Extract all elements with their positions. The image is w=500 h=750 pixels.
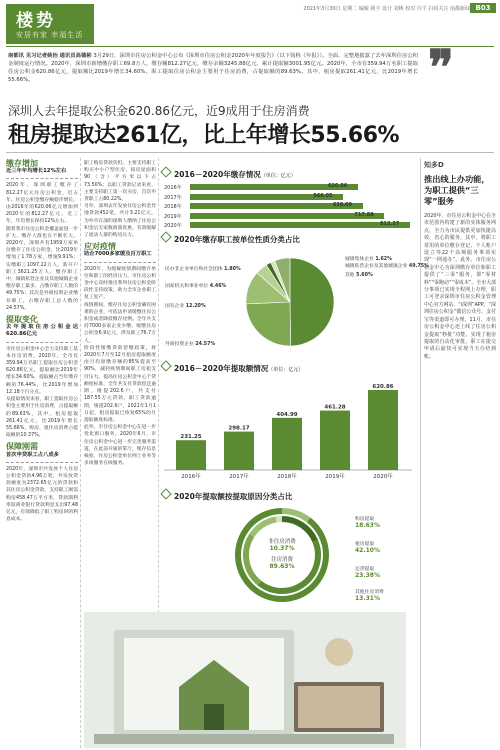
divider	[6, 462, 78, 463]
column-label: 2018年	[277, 474, 297, 480]
donut-legend-item: 购房提取 18.63%	[355, 517, 380, 529]
section-subheading: 首次申贷职工占八成多	[6, 451, 59, 458]
sidebar-body: 2020年，市住房公积金中心在全市范围内构建了新的实体服务网点，全力为市民提供更加快捷高效、省心的服务，其中，将职工常用的单位缴存登记、个人账户设立等22个高频服务事项实现“一网通办”。此外，市住房公积金中心为深圳缴存单位和职工提供了“三零”服务，即“零材料”“零跑动”“零成本”。全市大部分事项已实现全程网上办理，职工可登录深圳市住房公积金管理中心官方网站、“i深圳”APP、“深圳住房公积金”微信公众号、支付宝等渠道即可办理。11月，市住房公积金中心还上线了住房公积金提取“秒批”功能，实现了租房提取的自动化审批，职工在提交申请后最快可实现当天办结到账。	[424, 213, 497, 360]
bar-row	[164, 192, 410, 201]
donut-legend-item: 还贷提取 23.38%	[355, 567, 380, 579]
bar-value: 812.27	[380, 221, 400, 227]
paragraph: 2020年，为缓解疫情期间缴存单位和职工的经济压力，市住房公积金中心及时推出系列住房公积金阶段性支持政策，助力全市企业职工复工复产。	[84, 266, 156, 301]
employer-pie-chart	[240, 252, 340, 352]
section-logo	[6, 4, 94, 44]
paragraph: 此外，市住房公积金中心在进一步优化窗口服务，2020年6月，市住房公积金中心进一步完善服务渠道，在此前开通的掌厅，缓存信息核验、住房公积金单位网上业务等多项服务在线服务。	[84, 425, 156, 467]
bar-row	[164, 183, 410, 191]
column-value: 231.25	[180, 434, 202, 441]
withdrawal-column-chart	[162, 375, 416, 485]
article-column-2	[84, 160, 156, 467]
kicker-headline: 深圳人去年提取公积金620.86亿元，近9成用于住房消费	[8, 104, 310, 118]
main-headline: 租房提取达261亿，比上年增长55.66%	[8, 123, 400, 148]
donut-center-value: 89.63%	[269, 563, 295, 570]
column-bar	[368, 390, 398, 470]
paragraph: 随着我市住房公积金覆盖面进一步扩大，缴存人群也在不断壮大。2020年，深圳共有1959万家单位缴存了住房公积金，比2019年增加了1.78万家，增速9.91%；实缴职工1097.22万人，新开户职工3621.25万人，缴存职工中，城镇私营企业及其他城镇企业缴存职工最多，占缴存职工人数的49.75%；其次是外商投资企业缴存职工，占缴存职工总人数的24.57%。	[6, 226, 78, 311]
lead-byline: 南都讯 见习记者姚怡 通讯员高德彬	[8, 53, 92, 59]
pie-label: 其他 5.60%	[345, 273, 373, 278]
column-divider	[420, 158, 421, 748]
headline-rule	[6, 152, 494, 153]
section-subtitle: 安居有家 幸福生活	[16, 31, 84, 39]
column-bar	[176, 440, 206, 470]
column-label: 2017年	[229, 474, 249, 480]
column-divider	[80, 158, 81, 748]
paragraph: 从提取情况来看，职工提取住房公积金主要用于住房消费，占提取额的89.63%，其中，租房提取261.41亿元，比2019年增长55.66%，购房、租住房消费占提取额的10.37%。	[6, 397, 78, 439]
bar-value: 566.05	[313, 192, 333, 199]
divider	[6, 178, 78, 179]
bar-value: 620.06	[327, 183, 348, 189]
withdrawal-reason-chart	[222, 505, 342, 605]
section-subheading: 去年提取住房公积金达620.86亿元	[6, 324, 78, 338]
divider	[84, 262, 156, 263]
column-bar	[224, 432, 254, 470]
header-rule	[6, 46, 494, 47]
bar-row	[164, 221, 410, 229]
section-subheading: 近三年年均增长12%左右	[6, 168, 67, 175]
donut-segment	[238, 511, 326, 599]
column-label: 2020年	[373, 474, 393, 480]
lead-text: 3月29日，深圳市住房公积金中心公布《深圳市住房公积金2020年年度报告》（以下简称《年报》）。全面、完整地披露了去年深圳住房公积金制度运行情况。2020年，深圳市新增缴存职工69.8万人，缴存额812.27亿元，缴存余额3245.88亿元，累计提取额3001.95亿元。2020年，全市有359.94万名职工提取住房公积金620.86亿元，提取额比2019年增长34.60%。职工提取住房公积金主要用于住房消费，占提取额的89.63%。其中，租房提取261.41亿元，比2019年增长55.66%。	[8, 53, 418, 83]
paragraph: 职工购房贷款负担。主要支持职工购买中小户型住房，按房屋面积90（含）平方米以下占73.50%；以职工贷款记录来看，主要支持职工第一次买房，首次申贷职工占80.22%。	[84, 161, 156, 203]
pie-label: 国家机关和事业单位 4.46%	[165, 284, 227, 289]
donut-center-label: 住房消费	[270, 557, 294, 563]
column-value: 461.28	[324, 404, 346, 411]
chart-title: 2016－2020年缴存情况（单位：亿元）	[162, 168, 296, 180]
sidebar-tag: 知多D	[424, 161, 444, 169]
bar	[190, 222, 410, 228]
column-value: 620.86	[372, 384, 394, 390]
bar-row	[164, 202, 410, 210]
pie-label: 国有企业 12.20%	[165, 304, 206, 309]
column-bar	[272, 418, 302, 470]
donut-legend-item: 租房提取 42.10%	[355, 542, 380, 554]
column-value: 404.99	[276, 411, 298, 418]
illustration-image	[84, 612, 406, 748]
pie-slice	[246, 302, 291, 346]
pie-label: 民办非企业单位和社会团体 1.80%	[165, 267, 241, 272]
pie-label: 城镇集体企业 1.62%	[345, 257, 392, 262]
bar-label: 2018年	[164, 204, 182, 210]
pie-label: 外商投资企业 24.57%	[165, 342, 216, 347]
paragraph: 2020年，深圳市共发放个人住房公积金贷款4.96万笔，共发放贷款额度为2372.65亿元的贷款和其住房公积金贷款，支持职工刚需购房458.47万平方米，贷款期利率较商业银行贷款利息支出97.48亿元，有效降低了职工购房时的利息成本。	[6, 466, 78, 523]
bar-row	[164, 211, 410, 220]
paragraph: 市住房公积金中心全力支持职工基本住房消费，2020年，全市有359.94万名职工提取住房公积金620.86亿元，提取额比2019年增长34.60%，提取额占当年缴存额的76.44%，比2019年增加12.18个百分点。	[6, 346, 78, 395]
bar-value: 717.88	[354, 211, 374, 218]
paragraph: 2020年，深圳职工缴存了812.27亿元住房公积金，近五年，住房公积金缴存额稳步增长，由2016年的620.06亿元增加到2020年的812.27亿元，近三年，年均增长保持12%左右。	[6, 183, 78, 225]
section-heading: 缴存增加	[6, 159, 38, 168]
page-number: B03	[470, 3, 496, 13]
article-column-1	[6, 160, 78, 523]
pie-label: 城镇私营企业及其他城镇企业 49.75%	[345, 264, 429, 269]
section-title: 楼势	[16, 11, 56, 31]
bar-label: 2019年	[164, 213, 182, 220]
sidebar-box	[424, 160, 496, 361]
column-label: 2019年	[325, 474, 345, 480]
donut-center-value: 10.37%	[269, 545, 295, 552]
quote-mark-icon: ❞	[428, 40, 454, 96]
donut-center-label: 非住房消费	[268, 539, 296, 545]
donut-segment	[246, 536, 260, 584]
bar-value: 638.09	[332, 202, 353, 208]
divider	[6, 342, 78, 343]
section-heading: 保障刚需	[6, 442, 38, 452]
paragraph: 阶段性缓缴贷款偿缴政策，将2020年7月至12月租房提取额度由月均原缴存额的85%提高至90%，减轻疫情期间职工房租支付压力。提高住房公积金中心个贷额度标准，全年共支付贷款偿还逾期，缓提202.6户，共支付187.55万元贷款，职工贷款逾期，缓提202.6户，2021年1月1日起，租房提取已恢复65%的月提取额度标准。	[84, 345, 156, 423]
column-bar	[320, 411, 350, 470]
page-meta: 2021年3月30日 星期二 编辑 姚宇 设计 刘梅 校对 许平 扫码关注 南都新闻	[303, 6, 470, 12]
chart-title: 2020年缴存职工按单位性质分类占比	[162, 233, 300, 245]
chart-title: 2016－2020年提取额情况（单位：亿元）	[162, 362, 303, 374]
column-value: 298.17	[228, 425, 250, 432]
bar-label: 2017年	[164, 194, 182, 201]
column-divider	[158, 158, 159, 628]
section-heading: 应对疫情	[84, 242, 116, 252]
lead-paragraph	[8, 52, 418, 84]
chart-title: 2020年提取额按提取原因分类占比	[162, 490, 292, 502]
sidebar-title: 推出线上办功能，为职工提供“三零”服务	[424, 174, 490, 206]
column-label: 2016年	[181, 474, 201, 480]
bar-label: 2020年	[164, 223, 182, 229]
donut-legend-item: 其他住房消费 13.31%	[355, 590, 384, 602]
paragraph: 疫情期间，缴存住房公积金确有困难的企业，可依法申请缓缴住房公积金或者降低缴存比例。全年共支持7000多家企业少缴、缓缴住房公积金6.9亿元，涉及职工76.7万人。	[84, 302, 156, 344]
bar-label: 2016年	[164, 185, 182, 191]
section-heading: 提取变化	[6, 315, 38, 325]
section-subheading: 助企7000多家缓及百万职工	[84, 251, 152, 258]
pie-slice	[290, 258, 334, 346]
paragraph: 另外，深圳去年发放住房公积金异地贷款452笔，共计3.21亿元，为外市在深的深圳人缴纳了住房公积金后无家数政策优惠，有效缓解了流动人群的购房压力。	[84, 204, 156, 239]
